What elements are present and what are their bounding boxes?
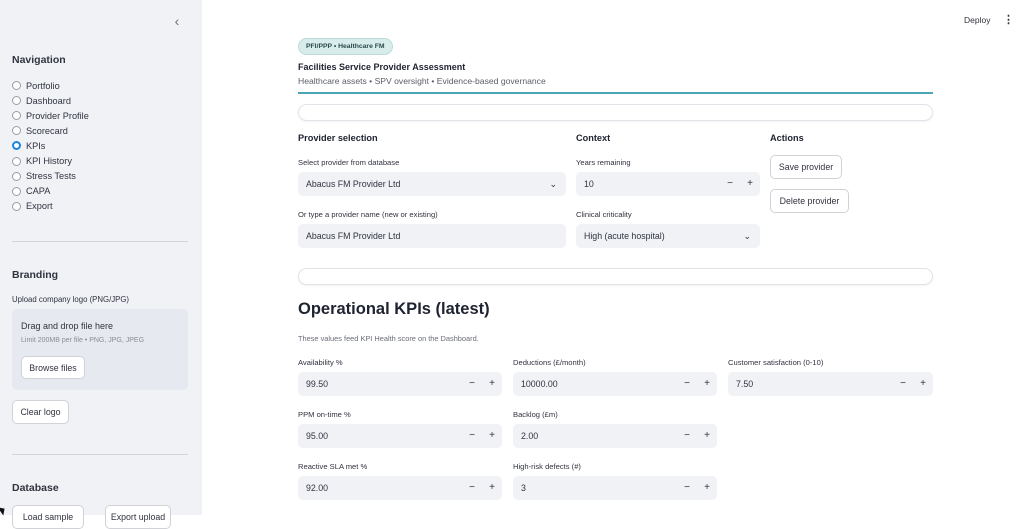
nav-item-label: KPI History [26,156,72,167]
context-heading: Context [576,133,611,143]
nav-item-scorecard[interactable] [12,123,89,138]
dropzone-limit: Limit 200MB per file • PNG, JPG, JPEG [21,337,145,344]
clinical-criticality-label: Clinical criticality [576,210,632,219]
chevron-down-icon[interactable]: ⌄ [549,179,557,189]
backlog-value: 2.00 [521,431,539,441]
load-sample-button[interactable]: Load sample [12,505,84,529]
deploy-button[interactable]: Deploy [964,15,991,25]
ppm-stepper[interactable] [298,424,502,448]
radio-icon [12,172,21,181]
decrement-button[interactable]: − [684,430,690,441]
provider-name-value: Abacus FM Provider Ltd [306,231,401,241]
provider-name-label: Or type a provider name (new or existing) [298,210,438,219]
navigation-heading: Navigation [12,54,66,66]
decrement-button[interactable]: − [684,482,690,493]
browse-files-button[interactable]: Browse files [21,356,85,379]
radio-icon [12,187,21,196]
spacer-bar [298,268,933,285]
deductions-stepper[interactable] [513,372,717,396]
decrement-button[interactable]: − [727,178,733,189]
nav-item-portfolio[interactable] [12,78,89,93]
save-provider-button[interactable]: Save provider [770,155,842,179]
availability-value: 99.50 [306,379,329,389]
satisfaction-value: 7.50 [736,379,754,389]
satisfaction-stepper[interactable] [728,372,933,396]
chevron-left-icon[interactable]: ‹ [174,13,180,29]
nav-item-kpis[interactable] [12,138,89,153]
increment-button[interactable]: + [747,178,753,189]
decrement-button[interactable]: − [684,378,690,389]
increment-button[interactable]: + [920,378,926,389]
ppm-value: 95.00 [306,431,329,441]
sidebar-divider [12,241,188,242]
page-title: Facilities Service Provider Assessment [298,62,466,72]
sla-value: 92.00 [306,483,329,493]
branding-heading: Branding [12,269,59,281]
increment-button[interactable]: + [704,430,710,441]
ppm-label: PPM on-time % [298,410,351,419]
nav-item-provider-profile[interactable] [12,108,89,123]
radio-icon [12,96,21,105]
radio-icon [12,81,21,90]
upload-logo-label: Upload company logo (PNG/JPG) [12,295,130,304]
sla-stepper[interactable] [298,476,502,500]
decrement-button[interactable]: − [469,378,475,389]
provider-select[interactable] [298,172,566,196]
context-badge: PFI/PPP • Healthcare FM [298,38,393,55]
nav-item-label: Portfolio [26,80,60,91]
kpis-caption: These values feed KPI Health score on the Dashboard. [298,334,479,343]
navigation-radio-group [12,78,89,214]
deductions-label: Deductions (£/month) [513,358,586,367]
provider-select-value: Abacus FM Provider Ltd [306,179,401,189]
availability-stepper[interactable] [298,372,502,396]
deductions-value: 10000.00 [521,379,558,389]
sidebar [0,0,202,522]
logo-dropzone[interactable] [12,309,188,390]
radio-icon [12,157,21,166]
delete-provider-button[interactable]: Delete provider [770,189,849,213]
dropzone-title: Drag and drop file here [21,321,114,331]
satisfaction-label: Customer satisfaction (0-10) [728,358,824,367]
database-heading: Database [12,482,59,494]
increment-button[interactable]: + [704,378,710,389]
increment-button[interactable]: + [489,430,495,441]
years-remaining-label: Years remaining [576,158,631,167]
clinical-criticality-value: High (acute hospital) [584,231,665,241]
nav-item-stress-tests[interactable] [12,169,89,184]
nav-item-dashboard[interactable] [12,93,89,108]
chevron-down-icon[interactable]: ⌄ [743,231,751,241]
decrement-button[interactable]: − [469,482,475,493]
nav-item-kpi-history[interactable] [12,153,89,168]
backlog-stepper[interactable] [513,424,717,448]
kpis-heading: Operational KPIs (latest) [298,300,490,318]
nav-item-export[interactable] [12,199,89,214]
nav-item-label: CAPA [26,186,51,197]
backlog-label: Backlog (£m) [513,410,558,419]
page-subtitle: Healthcare assets • SPV oversight • Evidence-based governance [298,76,546,86]
clear-logo-button[interactable]: Clear logo [12,400,69,424]
nav-item-label: Scorecard [26,125,68,136]
accent-divider [298,92,933,94]
defects-label: High-risk defects (#) [513,462,581,471]
radio-icon [12,111,21,120]
actions-heading: Actions [770,133,804,143]
increment-button[interactable]: + [704,482,710,493]
defects-value: 3 [521,483,526,493]
years-remaining-stepper[interactable] [576,172,760,196]
nav-item-label: Dashboard [26,95,71,106]
clinical-criticality-select[interactable] [576,224,760,248]
more-menu-icon[interactable]: ⋮ [1003,14,1014,26]
radio-icon [12,126,21,135]
nav-item-label: KPIs [26,140,46,151]
decrement-button[interactable]: − [469,430,475,441]
years-remaining-value: 10 [584,179,594,189]
provider-selection-heading: Provider selection [298,133,378,143]
spacer-bar [298,104,933,121]
nav-item-capa[interactable] [12,184,89,199]
nav-item-label: Provider Profile [26,110,89,121]
sla-label: Reactive SLA met % [298,462,368,471]
defects-stepper[interactable] [513,476,717,500]
increment-button[interactable]: + [489,378,495,389]
nav-item-label: Stress Tests [26,171,76,182]
sidebar-divider [12,454,188,455]
decrement-button[interactable]: − [900,378,906,389]
nav-item-label: Export [26,201,53,212]
export-upload-button[interactable]: Export upload [105,505,171,529]
availability-label: Availability % [298,358,343,367]
radio-selected-icon [12,141,21,150]
provider-name-input[interactable] [298,224,566,248]
increment-button[interactable]: + [489,482,495,493]
radio-icon [12,202,21,211]
provider-select-label: Select provider from database [298,158,400,167]
